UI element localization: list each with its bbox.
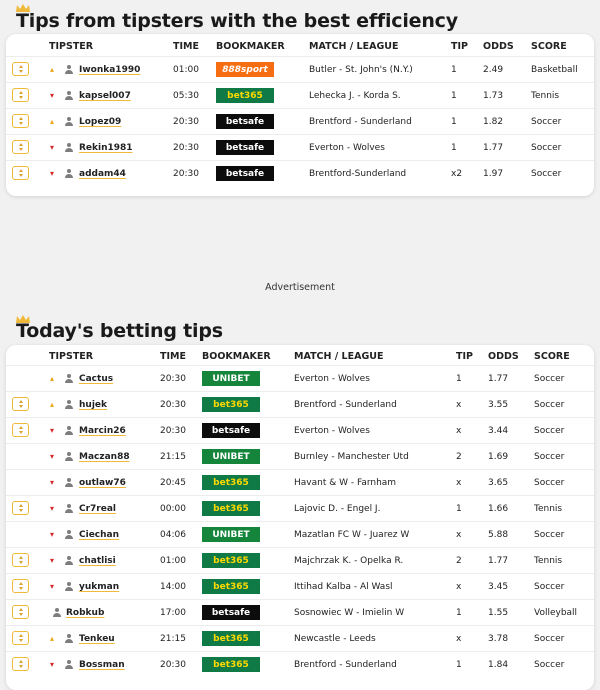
tipster-name-link[interactable]: outlaw76	[79, 478, 126, 488]
table-row[interactable]	[6, 625, 594, 652]
match-time: 20:45	[160, 478, 186, 488]
column-header-tipster: TIPSTER	[49, 41, 94, 52]
odds-value: 3.78	[488, 634, 509, 644]
match-league: Lajovic D. - Engel J.	[294, 504, 381, 514]
trend-down-icon: ▾	[50, 582, 55, 591]
tipster-name-link[interactable]: Bossman	[79, 660, 125, 670]
advertisement-label: Advertisement	[265, 282, 335, 293]
add-to-coupon-button[interactable]	[12, 88, 29, 102]
trend-down-icon: ▾	[50, 143, 55, 152]
trend-down-icon: ▾	[50, 556, 55, 565]
match-time: 14:00	[160, 582, 186, 592]
table-row[interactable]	[6, 56, 594, 83]
add-to-coupon-button[interactable]	[12, 423, 29, 437]
odds-value: 3.55	[488, 400, 509, 410]
table-row[interactable]	[6, 365, 594, 392]
sport-label: Basketball	[531, 65, 578, 75]
match-time: 01:00	[160, 556, 186, 566]
add-to-coupon-button[interactable]	[12, 605, 29, 619]
column-header-odds: ODDS	[483, 41, 514, 52]
tipster-name-link[interactable]: Lopez09	[79, 117, 122, 127]
column-header-tipster: TIPSTER	[49, 351, 94, 362]
match-league: Burnley - Manchester Utd	[294, 452, 409, 462]
tip-value: 1	[451, 117, 457, 127]
tipster-name-link[interactable]: yukman	[79, 582, 120, 592]
match-time: 20:30	[173, 117, 199, 127]
sport-label: Soccer	[531, 117, 562, 127]
match-time: 04:06	[160, 530, 186, 540]
best-efficiency-table	[6, 34, 594, 196]
sport-label: Soccer	[534, 582, 565, 592]
table-row[interactable]	[6, 391, 594, 418]
tip-value: x	[456, 478, 462, 488]
tip-value: 1	[456, 374, 462, 384]
add-to-coupon-button[interactable]	[12, 553, 29, 567]
match-league: Butler - St. John's (N.Y.)	[309, 65, 413, 75]
table-row[interactable]	[6, 573, 594, 600]
trend-down-icon: ▾	[50, 478, 55, 487]
user-icon	[65, 426, 73, 435]
column-header-time: TIME	[173, 41, 199, 52]
table-row[interactable]	[6, 108, 594, 135]
odds-value: 3.45	[488, 582, 509, 592]
column-header-match: MATCH / LEAGUE	[294, 351, 384, 362]
sport-label: Soccer	[534, 478, 565, 488]
table-row[interactable]	[6, 443, 594, 470]
column-header-bookmaker: BOOKMAKER	[202, 351, 271, 362]
user-icon	[65, 556, 73, 565]
user-icon	[53, 608, 61, 617]
odds-value: 1.82	[483, 117, 504, 127]
sport-label: Tennis	[534, 556, 563, 566]
trend-down-icon: ▾	[50, 504, 55, 513]
tip-value: 2	[456, 556, 462, 566]
sport-label: Soccer	[531, 169, 562, 179]
tip-value: x	[456, 634, 462, 644]
bookmaker-logo-betsafe[interactable]: betsafe	[202, 423, 260, 438]
match-time: 20:30	[173, 169, 199, 179]
tipster-name-link[interactable]: addam44	[79, 169, 126, 179]
bookmaker-logo-betsafe[interactable]: betsafe	[216, 114, 274, 129]
odds-value: 1.73	[483, 91, 504, 101]
tip-value: x	[456, 582, 462, 592]
bookmaker-logo-unibet[interactable]: UNIBET	[202, 371, 260, 386]
user-icon	[65, 91, 73, 100]
odds-value: 1.66	[488, 504, 509, 514]
match-time: 21:15	[160, 634, 186, 644]
match-time: 01:00	[173, 65, 199, 75]
odds-value: 1.55	[488, 608, 509, 618]
user-icon	[65, 65, 73, 74]
tip-value: x	[456, 426, 462, 436]
column-header-tip: TIP	[451, 41, 468, 52]
trend-up-icon: ▴	[50, 65, 55, 74]
bookmaker-logo-betsafe[interactable]: betsafe	[216, 140, 274, 155]
user-icon	[65, 117, 73, 126]
match-league: Ittihad Kalba - Al Wasl	[294, 582, 393, 592]
trend-down-icon: ▾	[50, 452, 55, 461]
odds-value: 1.69	[488, 452, 509, 462]
table-row[interactable]	[6, 417, 594, 444]
match-league: Havant & W - Farnham	[294, 478, 397, 488]
odds-value: 1.84	[488, 660, 509, 670]
match-time: 05:30	[173, 91, 199, 101]
odds-value: 2.49	[483, 65, 504, 75]
add-to-coupon-button[interactable]	[12, 501, 29, 515]
add-to-coupon-button[interactable]	[12, 140, 29, 154]
sport-label: Soccer	[534, 426, 565, 436]
tipster-name-link[interactable]: Rekin1981	[79, 143, 133, 153]
section-title-best-efficiency: Tips from tipsters with the best efficiency	[16, 10, 458, 32]
trend-up-icon: ▴	[50, 634, 55, 643]
tip-value: 1	[451, 65, 457, 75]
match-time: 20:30	[173, 143, 199, 153]
odds-value: 3.65	[488, 478, 509, 488]
sport-label: Soccer	[534, 400, 565, 410]
trend-down-icon: ▾	[50, 169, 55, 178]
bookmaker-logo-unibet[interactable]: UNIBET	[202, 527, 260, 542]
tip-value: x2	[451, 169, 463, 179]
table-row[interactable]	[6, 160, 594, 187]
match-time: 20:30	[160, 426, 186, 436]
column-header-odds: ODDS	[488, 351, 519, 362]
bookmaker-logo-bet365[interactable]: bet365	[202, 475, 260, 490]
odds-value: 5.88	[488, 530, 509, 540]
match-league: Brentford - Sunderland	[309, 117, 412, 127]
tipster-name-link[interactable]: Cr7real	[79, 504, 117, 514]
match-league: Everton - Wolves	[294, 426, 370, 436]
user-icon	[65, 582, 73, 591]
add-to-coupon-button[interactable]	[12, 397, 29, 411]
add-to-coupon-button[interactable]	[12, 114, 29, 128]
table-row[interactable]	[6, 599, 594, 626]
match-league: Newcastle - Leeds	[294, 634, 376, 644]
user-icon	[65, 660, 73, 669]
tipster-name-link[interactable]: Iwonka1990	[79, 65, 141, 75]
bookmaker-logo-888sport[interactable]: 888sport	[216, 62, 274, 77]
tipster-name-link[interactable]: chatlisi	[79, 556, 116, 566]
trend-up-icon: ▴	[50, 400, 55, 409]
tipster-name-link[interactable]: Maczan88	[79, 452, 130, 462]
match-league: Everton - Wolves	[309, 143, 385, 153]
sport-label: Soccer	[534, 660, 565, 670]
match-time: 00:00	[160, 504, 186, 514]
add-to-coupon-button[interactable]	[12, 62, 29, 76]
table-row[interactable]	[6, 82, 594, 109]
odds-value: 1.77	[488, 556, 509, 566]
column-header-score: SCORE	[534, 351, 570, 362]
todays-tips-table	[6, 345, 594, 690]
sport-label: Volleyball	[534, 608, 578, 618]
table-row[interactable]	[6, 521, 594, 548]
bookmaker-logo-bet365[interactable]: bet365	[202, 553, 260, 568]
odds-value: 3.44	[488, 426, 509, 436]
match-league: Majchrzak K. - Opelka R.	[294, 556, 404, 566]
odds-value: 1.77	[488, 374, 509, 384]
user-icon	[65, 504, 73, 513]
bookmaker-logo-bet365[interactable]: bet365	[216, 88, 274, 103]
add-to-coupon-button[interactable]	[12, 166, 29, 180]
add-to-coupon-button[interactable]	[12, 657, 29, 671]
column-header-tip: TIP	[456, 351, 473, 362]
trend-down-icon: ▾	[50, 660, 55, 669]
tip-value: x	[456, 530, 462, 540]
table-row[interactable]	[6, 547, 594, 574]
sport-label: Tennis	[534, 504, 563, 514]
sport-label: Soccer	[534, 530, 565, 540]
trend-down-icon: ▾	[50, 530, 55, 539]
match-league: Brentford - Sunderland	[294, 660, 397, 670]
tip-value: 1	[456, 660, 462, 670]
match-time: 17:00	[160, 608, 186, 618]
tipster-name-link[interactable]: Tenkeu	[79, 634, 115, 644]
tip-value: 1	[456, 504, 462, 514]
match-league: Brentford - Sunderland	[294, 400, 397, 410]
add-to-coupon-button[interactable]	[12, 631, 29, 645]
match-league: Sosnowiec W - Imielin W	[294, 608, 405, 618]
match-time: 20:30	[160, 374, 186, 384]
user-icon	[65, 452, 73, 461]
tipster-name-link[interactable]: Robkub	[66, 608, 105, 618]
tip-value: 1	[456, 608, 462, 618]
column-header-bookmaker: BOOKMAKER	[216, 41, 285, 52]
bookmaker-logo-bet365[interactable]: bet365	[202, 579, 260, 594]
user-icon	[65, 478, 73, 487]
table-row[interactable]	[6, 651, 594, 678]
tip-value: 1	[451, 143, 457, 153]
tipster-name-link[interactable]: Ciechan	[79, 530, 120, 540]
sport-label: Soccer	[534, 634, 565, 644]
bookmaker-logo-bet365[interactable]: bet365	[202, 657, 260, 672]
tip-value: 2	[456, 452, 462, 462]
odds-value: 1.97	[483, 169, 504, 179]
tipster-name-link[interactable]: kapsel007	[79, 91, 131, 101]
sport-label: Tennis	[531, 91, 560, 101]
trend-down-icon: ▾	[50, 426, 55, 435]
user-icon	[65, 143, 73, 152]
match-league: Brentford-Sunderland	[309, 169, 407, 179]
tip-value: x	[456, 400, 462, 410]
match-time: 20:30	[160, 660, 186, 670]
bookmaker-logo-bet365[interactable]: bet365	[202, 397, 260, 412]
tipster-name-link[interactable]: hujek	[79, 400, 107, 410]
column-header-time: TIME	[160, 351, 186, 362]
trend-down-icon: ▾	[50, 91, 55, 100]
user-icon	[65, 530, 73, 539]
match-time: 21:15	[160, 452, 186, 462]
sport-label: Soccer	[534, 374, 565, 384]
table-row[interactable]	[6, 495, 594, 522]
user-icon	[65, 634, 73, 643]
user-icon	[65, 400, 73, 409]
tip-value: 1	[451, 91, 457, 101]
match-league: Lehecka J. - Korda S.	[309, 91, 401, 101]
match-league: Mazatlan FC W - Juarez W	[294, 530, 410, 540]
match-league: Everton - Wolves	[294, 374, 370, 384]
table-row[interactable]	[6, 134, 594, 161]
section-title-todays-tips: Today's betting tips	[16, 320, 223, 342]
trend-up-icon: ▴	[50, 117, 55, 126]
trend-up-icon: ▴	[50, 374, 55, 383]
bookmaker-logo-betsafe[interactable]: betsafe	[216, 166, 274, 181]
odds-value: 1.77	[483, 143, 504, 153]
column-header-match: MATCH / LEAGUE	[309, 41, 399, 52]
tipster-name-link[interactable]: Cactus	[79, 374, 114, 384]
match-time: 20:30	[160, 400, 186, 410]
tipster-name-link[interactable]: Marcin26	[79, 426, 126, 436]
bookmaker-logo-unibet[interactable]: UNIBET	[202, 449, 260, 464]
bookmaker-logo-betsafe[interactable]: betsafe	[202, 605, 260, 620]
add-to-coupon-button[interactable]	[12, 579, 29, 593]
bookmaker-logo-bet365[interactable]: bet365	[202, 501, 260, 516]
user-icon	[65, 169, 73, 178]
user-icon	[65, 374, 73, 383]
bookmaker-logo-bet365[interactable]: bet365	[202, 631, 260, 646]
sport-label: Soccer	[531, 143, 562, 153]
table-row[interactable]	[6, 469, 594, 496]
column-header-score: SCORE	[531, 41, 567, 52]
sport-label: Soccer	[534, 452, 565, 462]
